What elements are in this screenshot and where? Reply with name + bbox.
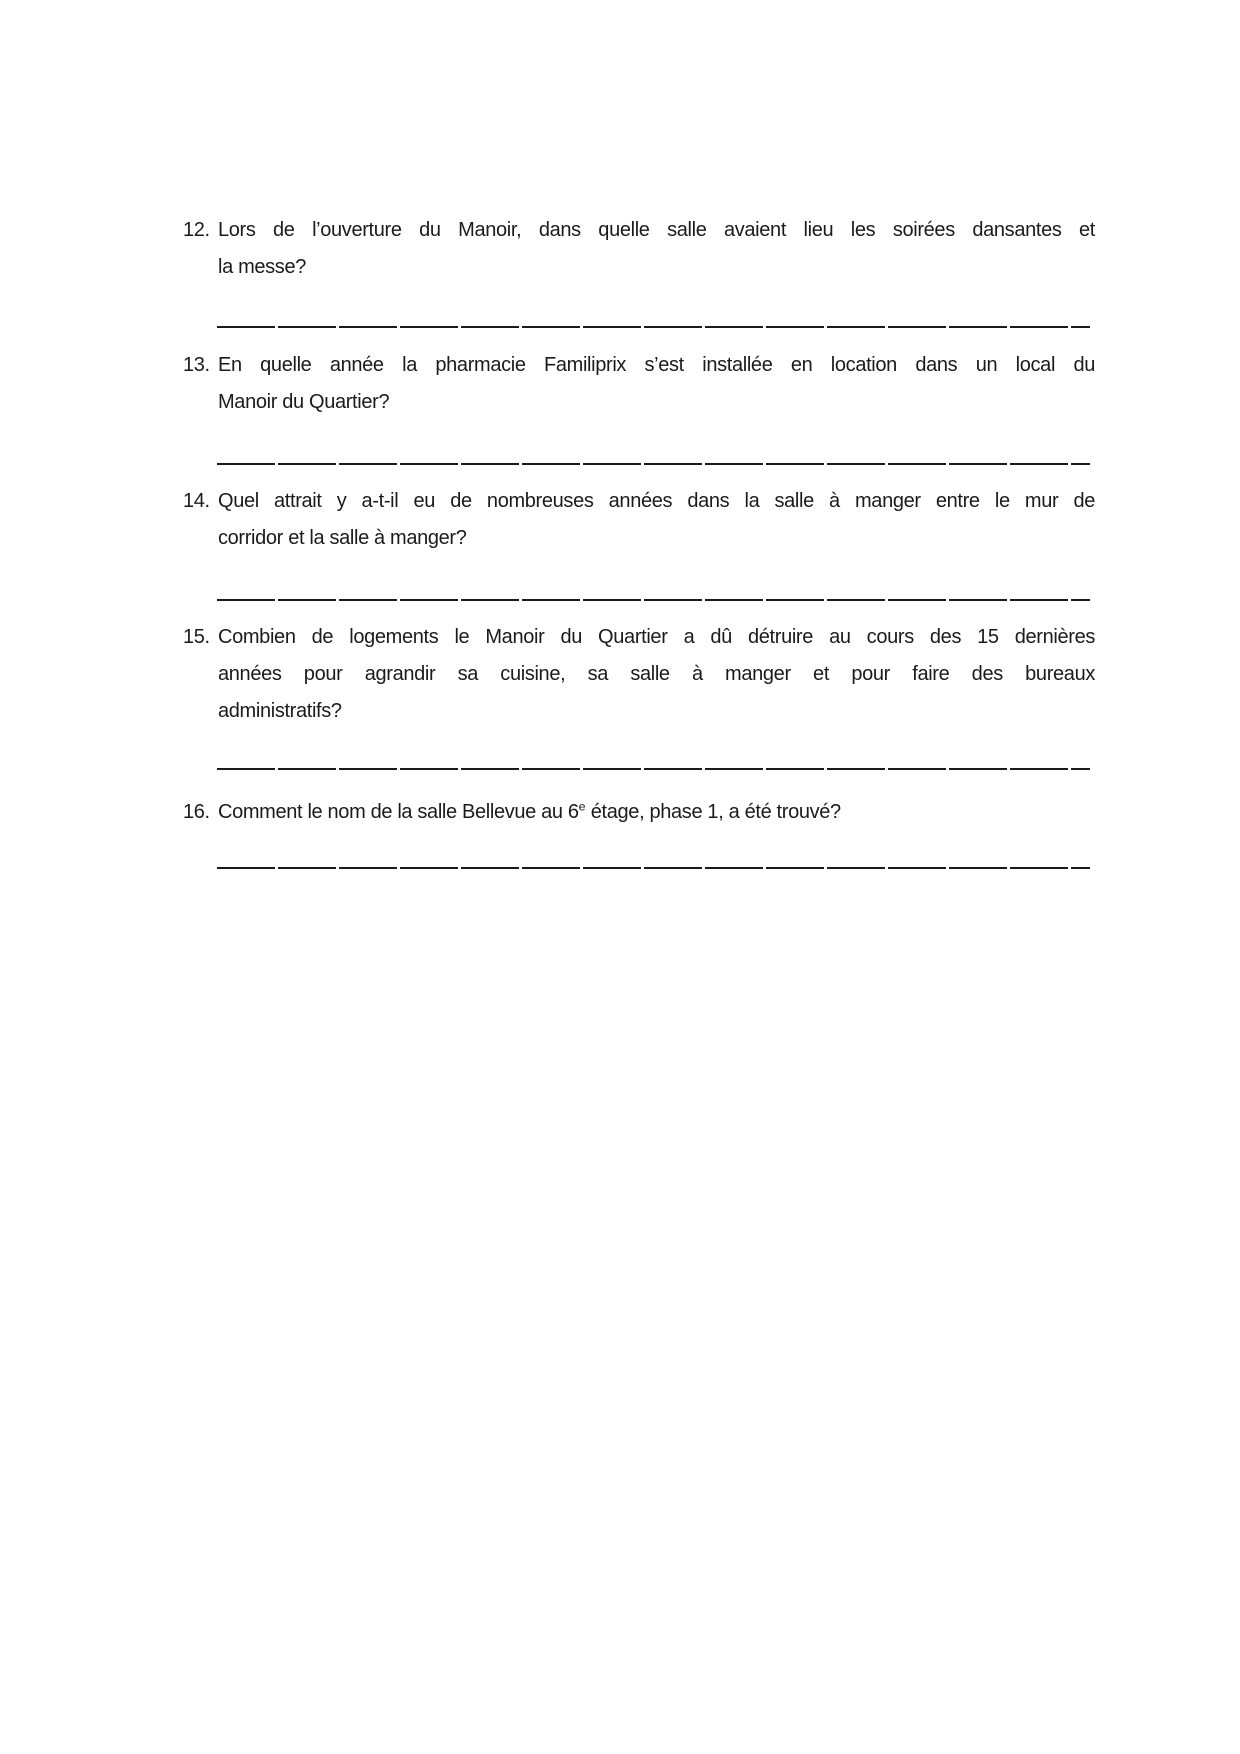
question-line: Combien de logements le Manoir du Quartier a dû détruire au cours des 15 dernières <box>218 626 1095 648</box>
question-line-text: étage, phase 1, a été trouvé? <box>585 801 841 823</box>
answer-blank-line <box>217 768 1090 770</box>
question-line: En quelle année la pharmacie Familiprix s’est installée en location dans un local du <box>218 354 1095 376</box>
question-item <box>183 483 1095 557</box>
question-line: corridor et la salle à manger? <box>218 527 467 549</box>
question-item <box>183 794 1095 831</box>
question-number: 16. <box>183 801 210 823</box>
question-line: Manoir du Quartier? <box>218 391 390 413</box>
answer-blank-line <box>217 463 1090 465</box>
question-text <box>218 347 1095 421</box>
question-item <box>183 212 1095 286</box>
question-line: années pour agrandir sa cuisine, sa salle à manger et pour faire des bureaux <box>218 663 1095 685</box>
question-line: la messe? <box>218 256 307 278</box>
question-number: 12. <box>183 219 210 241</box>
question-text <box>218 794 1095 831</box>
question-line: administratifs? <box>218 700 342 722</box>
question-number: 14. <box>183 490 210 512</box>
question-line <box>218 794 1095 831</box>
question-line-text: Comment le nom de la salle Bellevue au 6 <box>218 801 579 823</box>
question-number: 15. <box>183 626 210 648</box>
question-text <box>218 619 1095 730</box>
answer-blank-line <box>217 867 1090 869</box>
answer-blank-line <box>217 599 1090 601</box>
question-line: Quel attrait y a-t-il eu de nombreuses années dans la salle à manger entre le mur de <box>218 490 1095 512</box>
answer-blank-line <box>217 326 1090 328</box>
question-item <box>183 347 1095 421</box>
question-text <box>218 483 1095 557</box>
superscript-ordinal: e <box>578 799 586 814</box>
question-line: Lors de l’ouverture du Manoir, dans quelle salle avaient lieu les soirées dansantes et <box>218 219 1095 241</box>
question-number: 13. <box>183 354 210 376</box>
question-item <box>183 619 1095 730</box>
question-text <box>218 212 1095 286</box>
